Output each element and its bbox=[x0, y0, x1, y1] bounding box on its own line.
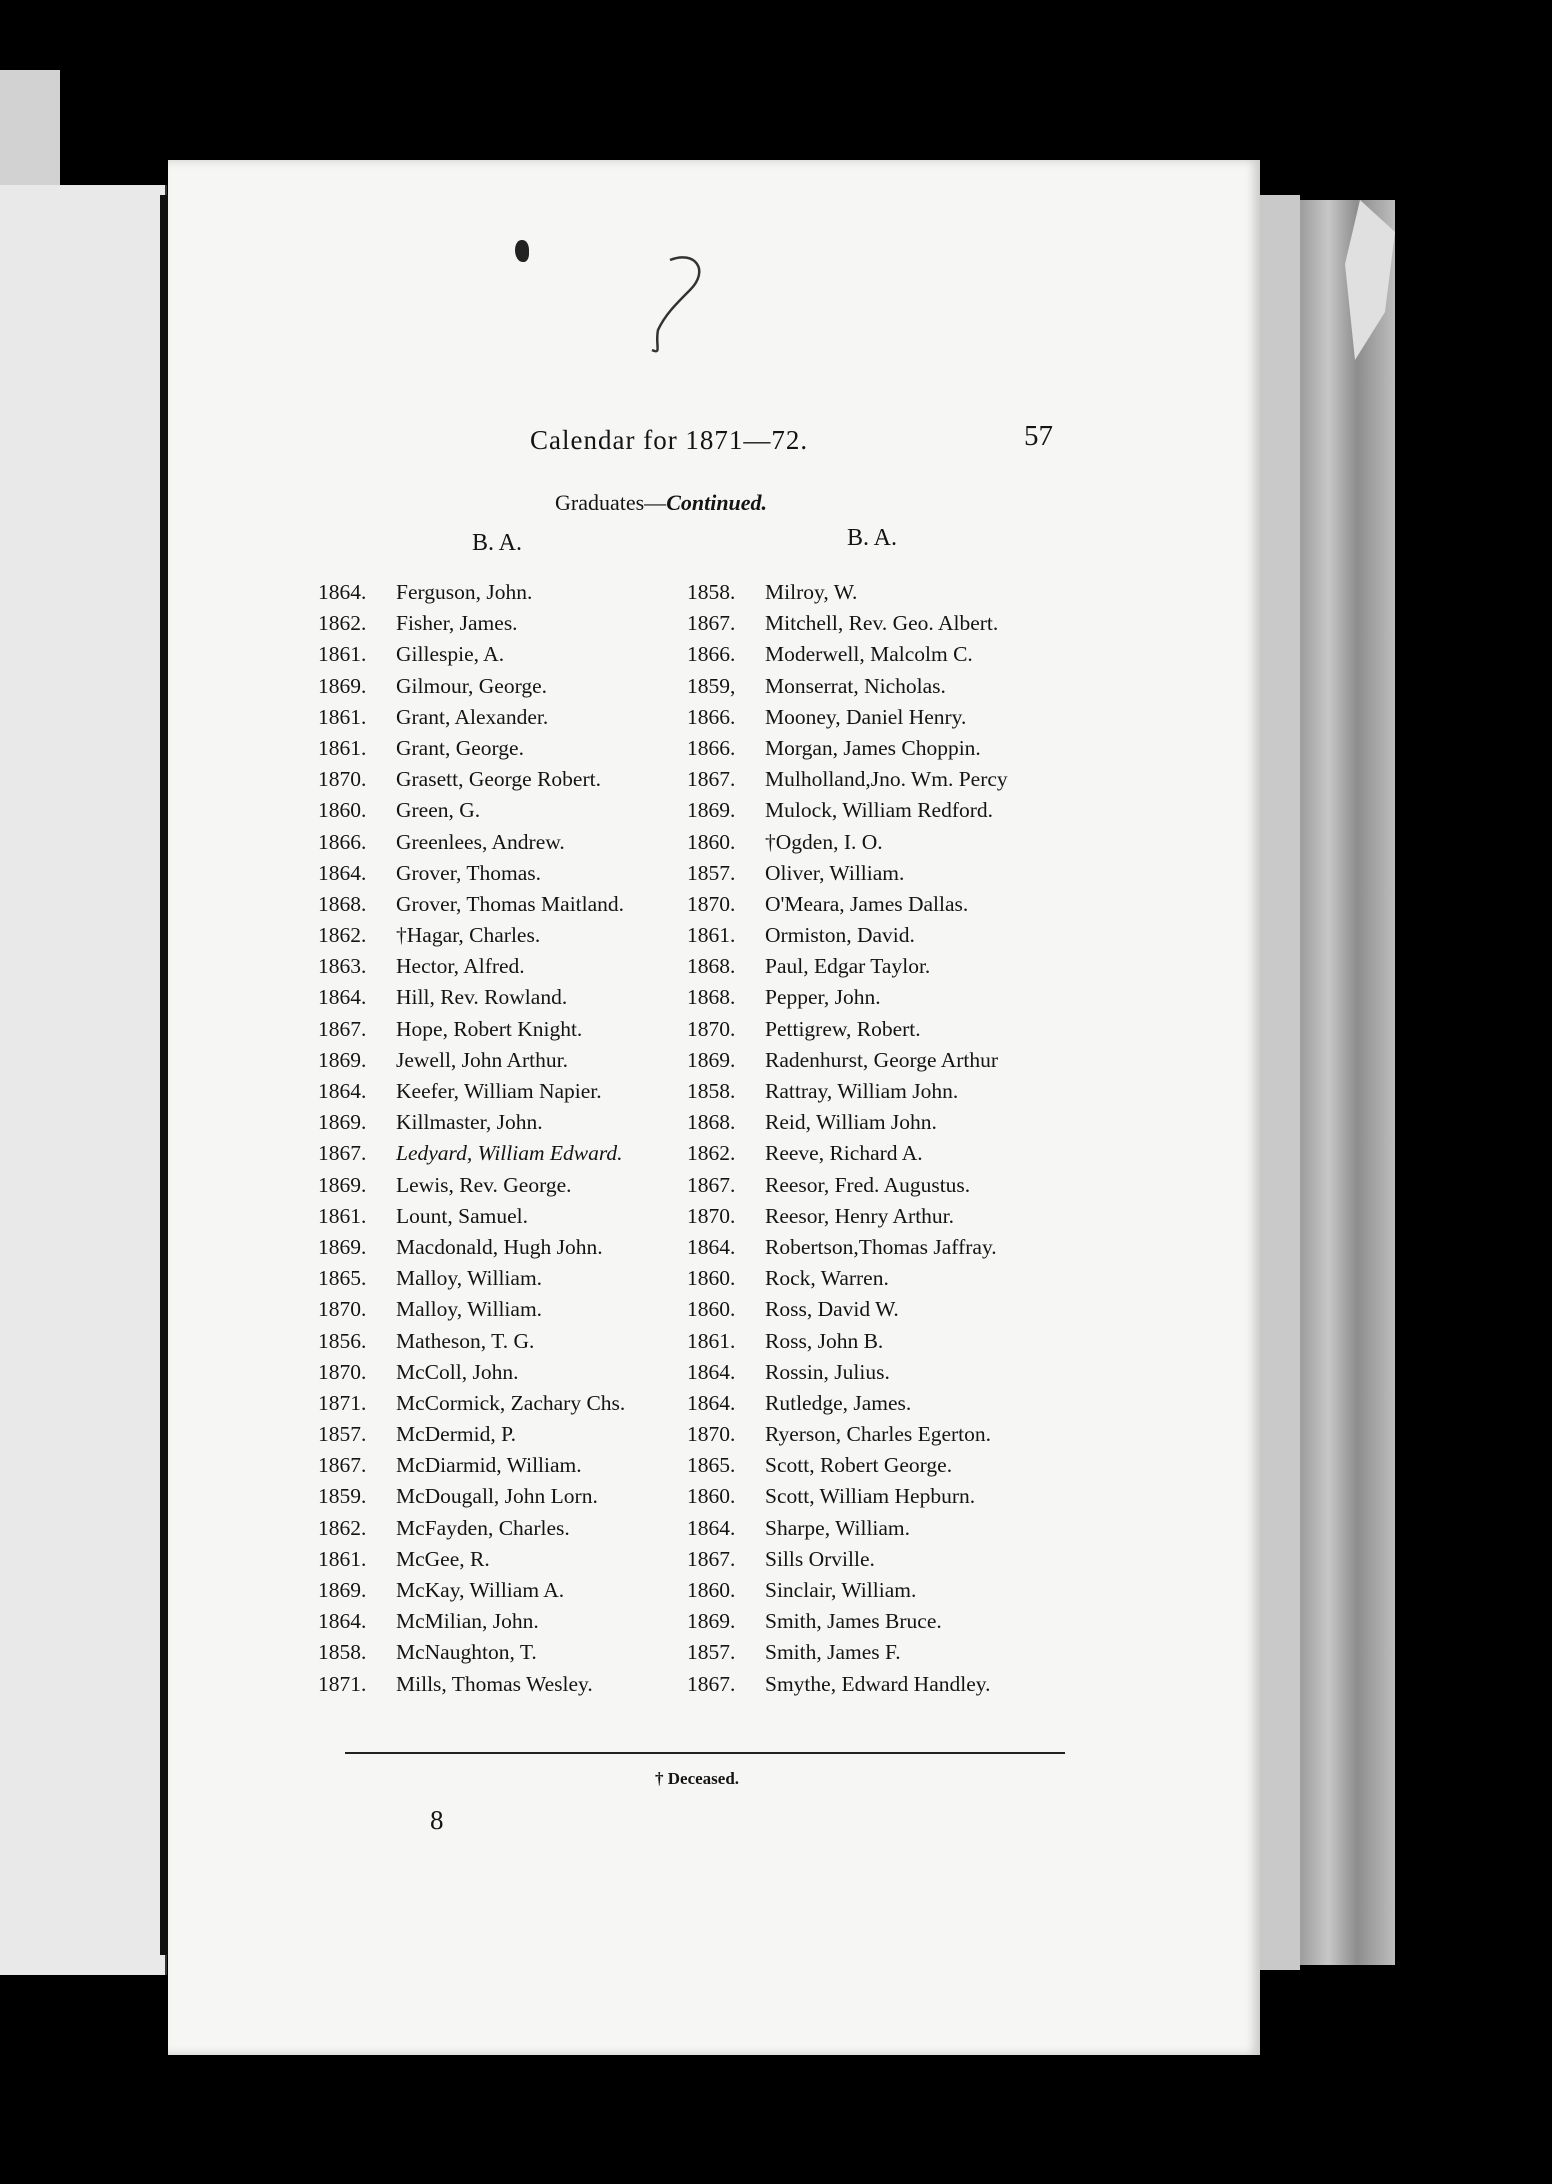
section-title-label: Graduates— bbox=[555, 490, 667, 515]
graduate-name: Hope, Robert Knight. bbox=[396, 1016, 583, 1041]
graduation-year: 1858. bbox=[687, 580, 736, 604]
graduation-year: 1869. bbox=[318, 1234, 367, 1259]
graduate-row bbox=[318, 1201, 625, 1232]
graduate-name: McFayden, Charles. bbox=[396, 1515, 570, 1540]
graduation-year: 1867. bbox=[687, 1671, 736, 1696]
book-spine bbox=[160, 195, 168, 1955]
graduation-year: 1862. bbox=[318, 1515, 367, 1540]
graduate-row bbox=[687, 982, 1008, 1013]
graduation-year: 1867. bbox=[318, 1141, 367, 1166]
graduate-row bbox=[318, 951, 625, 982]
graduate-name: Mills, Thomas Wesley. bbox=[396, 1671, 593, 1696]
graduate-name: Fisher, James. bbox=[396, 611, 518, 636]
graduation-year: 1858. bbox=[318, 1640, 367, 1665]
graduate-name: McMilian, John. bbox=[396, 1609, 539, 1634]
graduate-row bbox=[687, 1045, 1008, 1076]
graduate-row bbox=[687, 702, 1008, 733]
graduate-name: Grover, Thomas Maitland. bbox=[396, 891, 625, 916]
graduation-year: 1858. bbox=[687, 1079, 736, 1103]
graduate-row bbox=[687, 1575, 1008, 1606]
graduate-row bbox=[318, 1669, 625, 1700]
graduate-name: Reeve, Richard A. bbox=[765, 1141, 923, 1166]
graduate-row bbox=[318, 1014, 625, 1045]
graduate-name: Grant, George. bbox=[396, 735, 524, 760]
graduate-name: Mulholland,Jno. Wm. Percy bbox=[765, 767, 1008, 792]
graduate-row bbox=[687, 1014, 1008, 1045]
graduate-name: McNaughton, T. bbox=[396, 1640, 537, 1665]
graduate-row bbox=[318, 795, 625, 826]
graduation-year: 1861. bbox=[687, 923, 736, 948]
graduation-year: 1869. bbox=[318, 1578, 367, 1602]
graduate-name: Keefer, William Napier. bbox=[396, 1079, 602, 1103]
graduate-row bbox=[687, 1357, 1008, 1388]
graduate-row bbox=[687, 1232, 1008, 1263]
graduate-row bbox=[318, 1575, 625, 1606]
graduate-row bbox=[687, 1294, 1008, 1325]
graduate-row bbox=[318, 858, 625, 889]
graduate-name: Oliver, William. bbox=[765, 860, 905, 885]
graduate-row bbox=[318, 982, 625, 1013]
graduate-row bbox=[687, 1419, 1008, 1450]
graduation-year: 1868. bbox=[687, 954, 736, 979]
graduation-year: 1867. bbox=[687, 1172, 736, 1197]
graduate-name: Macdonald, Hugh John. bbox=[396, 1234, 603, 1259]
graduate-row bbox=[318, 1045, 625, 1076]
graduate-row bbox=[318, 827, 625, 858]
graduate-name: Sharpe, William. bbox=[765, 1515, 911, 1540]
graduate-name: McDougall, John Lorn. bbox=[396, 1484, 598, 1509]
graduation-year: 1862. bbox=[687, 1141, 736, 1166]
graduate-row bbox=[687, 889, 1008, 920]
graduation-year: 1869. bbox=[687, 798, 736, 823]
graduation-year: 1869. bbox=[318, 1047, 367, 1072]
graduation-year: 1869. bbox=[687, 1047, 736, 1072]
graduate-row bbox=[318, 920, 625, 951]
graduate-name: Malloy, William. bbox=[396, 1297, 543, 1322]
graduate-row bbox=[687, 1669, 1008, 1700]
graduate-name: Greenlees, Andrew. bbox=[396, 829, 565, 854]
graduate-row bbox=[318, 1419, 625, 1450]
graduate-row bbox=[318, 608, 625, 639]
graduation-year: 1862. bbox=[318, 611, 367, 636]
graduation-year: 1868. bbox=[318, 891, 367, 916]
graduate-row bbox=[687, 1263, 1008, 1294]
graduation-year: 1870. bbox=[318, 1297, 367, 1322]
graduation-year: 1866. bbox=[687, 735, 736, 760]
graduate-name: †Hagar, Charles. bbox=[396, 923, 541, 948]
graduate-row bbox=[318, 1107, 625, 1138]
graduation-year: 1860. bbox=[687, 1266, 736, 1291]
graduate-row bbox=[687, 1513, 1008, 1544]
graduate-row bbox=[318, 702, 625, 733]
graduate-name: Grasett, George Robert. bbox=[396, 767, 601, 792]
graduation-year: 1864. bbox=[318, 985, 367, 1010]
graduate-name: Monserrat, Nicholas. bbox=[765, 673, 946, 698]
graduate-name: Mooney, Daniel Henry. bbox=[765, 704, 967, 729]
graduate-name: Lewis, Rev. George. bbox=[396, 1172, 572, 1197]
graduate-name: Hill, Rev. Rowland. bbox=[396, 985, 568, 1010]
graduate-row bbox=[318, 671, 625, 702]
graduate-row bbox=[318, 1388, 625, 1419]
graduate-name: Killmaster, John. bbox=[396, 1110, 543, 1135]
graduate-row bbox=[687, 1481, 1008, 1512]
graduation-year: 1864. bbox=[687, 1390, 736, 1415]
graduate-row bbox=[318, 1481, 625, 1512]
page-stack-edge bbox=[1300, 200, 1395, 1965]
graduation-year: 1866. bbox=[318, 829, 367, 854]
graduation-year: 1860. bbox=[687, 1297, 736, 1322]
graduate-row bbox=[318, 1637, 625, 1668]
right-column-heading: B. A. bbox=[847, 525, 898, 551]
section-title bbox=[555, 490, 767, 516]
graduation-year: 1864. bbox=[318, 580, 367, 604]
graduation-year: 1867. bbox=[687, 767, 736, 792]
graduate-name: Radenhurst, George Arthur bbox=[765, 1047, 999, 1072]
graduate-name: Milroy, W. bbox=[765, 580, 858, 604]
graduation-year: 1864. bbox=[687, 1515, 736, 1540]
graduation-year: 1870. bbox=[687, 1016, 736, 1041]
graduation-year: 1871. bbox=[318, 1671, 367, 1696]
graduate-name: Rossin, Julius. bbox=[765, 1359, 890, 1384]
graduation-year: 1860. bbox=[318, 798, 367, 823]
graduate-name: McDermid, P. bbox=[396, 1422, 517, 1447]
graduate-name: Jewell, John Arthur. bbox=[396, 1047, 568, 1072]
graduate-name: McColl, John. bbox=[396, 1359, 519, 1384]
graduate-name: †Ogden, I. O. bbox=[765, 829, 883, 854]
graduation-year: 1870. bbox=[687, 1203, 736, 1228]
graduation-year: 1870. bbox=[687, 891, 736, 916]
right-graduate-list bbox=[687, 577, 1008, 1700]
graduate-name: McKay, William A. bbox=[396, 1578, 565, 1602]
graduate-name: Sills Orville. bbox=[765, 1546, 875, 1571]
graduate-name: Ross, David W. bbox=[765, 1297, 899, 1322]
graduation-year: 1868. bbox=[687, 985, 736, 1010]
graduation-year: 1871. bbox=[318, 1390, 367, 1415]
graduation-year: 1869. bbox=[318, 1172, 367, 1197]
graduate-row bbox=[318, 1170, 625, 1201]
graduation-year: 1864. bbox=[318, 860, 367, 885]
graduate-row bbox=[318, 1606, 625, 1637]
graduate-name: Scott, Robert George. bbox=[765, 1453, 953, 1478]
graduate-row bbox=[687, 1170, 1008, 1201]
graduation-year: 1857. bbox=[687, 1640, 736, 1665]
graduate-name: Smith, James F. bbox=[765, 1640, 901, 1665]
graduate-row bbox=[318, 639, 625, 670]
graduate-row bbox=[687, 1107, 1008, 1138]
graduation-year: 1867. bbox=[687, 611, 736, 636]
graduation-year: 1859, bbox=[687, 673, 736, 698]
graduate-name: Pepper, John. bbox=[765, 985, 881, 1010]
graduate-row bbox=[687, 1326, 1008, 1357]
graduate-name: Pettigrew, Robert. bbox=[765, 1016, 921, 1041]
graduate-name: Hector, Alfred. bbox=[396, 954, 525, 979]
graduation-year: 1869. bbox=[687, 1609, 736, 1634]
graduation-year: 1861. bbox=[318, 1546, 367, 1571]
graduation-year: 1861. bbox=[318, 704, 367, 729]
graduate-row bbox=[687, 764, 1008, 795]
left-graduate-list bbox=[318, 577, 625, 1700]
graduation-year: 1860. bbox=[687, 1578, 736, 1602]
graduate-row bbox=[318, 1138, 625, 1169]
graduation-year: 1865. bbox=[318, 1266, 367, 1291]
graduate-name: Rock, Warren. bbox=[765, 1266, 889, 1291]
graduate-row bbox=[318, 1326, 625, 1357]
graduate-row bbox=[318, 1357, 625, 1388]
graduate-name: Mitchell, Rev. Geo. Albert. bbox=[765, 611, 999, 636]
graduate-name: Scott, William Hepburn. bbox=[765, 1484, 976, 1509]
graduate-name: McGee, R. bbox=[396, 1546, 490, 1571]
graduate-row bbox=[687, 1138, 1008, 1169]
graduate-name: Mulock, William Redford. bbox=[765, 798, 994, 823]
graduate-row bbox=[687, 1637, 1008, 1668]
graduate-row bbox=[687, 1606, 1008, 1637]
graduate-row bbox=[318, 1232, 625, 1263]
left-column-heading: B. A. bbox=[472, 530, 523, 556]
graduation-year: 1864. bbox=[687, 1234, 736, 1259]
graduation-year: 1870. bbox=[318, 1359, 367, 1384]
graduate-name: Smith, James Bruce. bbox=[765, 1609, 942, 1634]
signature-mark: 8 bbox=[430, 1805, 444, 1835]
graduate-name: Rattray, William John. bbox=[765, 1079, 959, 1103]
graduation-year: 1863. bbox=[318, 954, 367, 979]
pencil-mark bbox=[640, 250, 720, 360]
graduate-name: Lount, Samuel. bbox=[396, 1203, 528, 1228]
graduate-name: Ferguson, John. bbox=[396, 580, 533, 604]
graduate-name: Ryerson, Charles Egerton. bbox=[765, 1422, 992, 1447]
graduation-year: 1870. bbox=[318, 767, 367, 792]
graduate-row bbox=[687, 671, 1008, 702]
graduate-row bbox=[687, 577, 1008, 608]
graduate-row bbox=[687, 1076, 1008, 1107]
graduate-row bbox=[318, 1294, 625, 1325]
graduate-row bbox=[687, 858, 1008, 889]
graduation-year: 1864. bbox=[687, 1359, 736, 1384]
graduate-name: Paul, Edgar Taylor. bbox=[765, 954, 931, 979]
section-continued: Continued. bbox=[666, 490, 768, 515]
graduate-row bbox=[318, 764, 625, 795]
ink-blot bbox=[515, 240, 529, 262]
graduate-name: Matheson, T. G. bbox=[396, 1328, 535, 1353]
graduate-row bbox=[687, 827, 1008, 858]
graduation-year: 1860. bbox=[687, 829, 736, 854]
graduate-row bbox=[318, 1544, 625, 1575]
graduate-name: Moderwell, Malcolm C. bbox=[765, 642, 973, 667]
graduate-name: Morgan, James Choppin. bbox=[765, 735, 981, 760]
graduate-name: McCormick, Zachary Chs. bbox=[396, 1390, 626, 1415]
graduation-year: 1857. bbox=[687, 860, 736, 885]
graduate-row bbox=[318, 1513, 625, 1544]
graduate-row bbox=[318, 1076, 625, 1107]
graduate-name: Ross, John B. bbox=[765, 1328, 884, 1353]
graduation-year: 1862. bbox=[318, 923, 367, 948]
graduate-row bbox=[687, 1544, 1008, 1575]
graduate-row bbox=[318, 1263, 625, 1294]
graduate-name: Reesor, Henry Arthur. bbox=[765, 1203, 955, 1228]
graduate-name: Gilmour, George. bbox=[396, 673, 548, 698]
graduation-year: 1861. bbox=[318, 642, 367, 667]
graduate-row bbox=[687, 1388, 1008, 1419]
footnote-rule bbox=[345, 1752, 1065, 1754]
graduate-name: Sinclair, William. bbox=[765, 1578, 917, 1602]
page-fold bbox=[1255, 195, 1300, 1970]
graduation-year: 1859. bbox=[318, 1484, 367, 1509]
graduation-year: 1861. bbox=[687, 1328, 736, 1353]
graduate-row bbox=[318, 733, 625, 764]
graduation-year: 1868. bbox=[687, 1110, 736, 1135]
graduate-row bbox=[687, 639, 1008, 670]
graduation-year: 1869. bbox=[318, 1110, 367, 1135]
graduation-year: 1867. bbox=[318, 1453, 367, 1478]
graduation-year: 1870. bbox=[687, 1422, 736, 1447]
graduate-name: Ledyard, William Edward. bbox=[396, 1141, 623, 1166]
graduate-row bbox=[687, 920, 1008, 951]
graduate-row bbox=[687, 795, 1008, 826]
facing-page bbox=[0, 185, 167, 1975]
graduate-row bbox=[687, 608, 1008, 639]
graduate-name: Reesor, Fred. Augustus. bbox=[765, 1172, 971, 1197]
graduation-year: 1861. bbox=[318, 1203, 367, 1228]
graduate-row bbox=[687, 1450, 1008, 1481]
graduation-year: 1867. bbox=[687, 1546, 736, 1571]
graduate-row bbox=[687, 1201, 1008, 1232]
graduate-name: Grant, Alexander. bbox=[396, 704, 549, 729]
graduate-name: Green, G. bbox=[396, 798, 481, 823]
graduate-name: Malloy, William. bbox=[396, 1266, 543, 1291]
graduation-year: 1864. bbox=[318, 1609, 367, 1634]
graduation-year: 1856. bbox=[318, 1328, 367, 1353]
graduate-name: Reid, William John. bbox=[765, 1110, 937, 1135]
page-number: 57 bbox=[1024, 420, 1053, 452]
graduate-name: Grover, Thomas. bbox=[396, 860, 542, 885]
graduation-year: 1861. bbox=[318, 735, 367, 760]
graduate-row bbox=[318, 577, 625, 608]
graduation-year: 1865. bbox=[687, 1453, 736, 1478]
graduate-row bbox=[687, 733, 1008, 764]
graduation-year: 1857. bbox=[318, 1422, 367, 1447]
graduate-name: Ormiston, David. bbox=[765, 923, 915, 948]
graduate-row bbox=[318, 1450, 625, 1481]
graduation-year: 1860. bbox=[687, 1484, 736, 1509]
graduation-year: 1864. bbox=[318, 1079, 367, 1103]
graduation-year: 1866. bbox=[687, 642, 736, 667]
graduate-row bbox=[687, 951, 1008, 982]
graduate-name: Gillespie, A. bbox=[396, 642, 505, 667]
graduation-year: 1869. bbox=[318, 673, 367, 698]
footnote: † Deceased. bbox=[655, 1769, 740, 1788]
graduate-name: Smythe, Edward Handley. bbox=[765, 1671, 991, 1696]
graduation-year: 1867. bbox=[318, 1016, 367, 1041]
graduate-name: Robertson,Thomas Jaffray. bbox=[765, 1234, 997, 1259]
graduate-name: Rutledge, James. bbox=[765, 1390, 912, 1415]
running-head: Calendar for 1871—72. bbox=[530, 425, 809, 455]
graduate-row bbox=[318, 889, 625, 920]
graduate-name: McDiarmid, William. bbox=[396, 1453, 582, 1478]
graduation-year: 1866. bbox=[687, 704, 736, 729]
graduate-name: O'Meara, James Dallas. bbox=[765, 891, 969, 916]
